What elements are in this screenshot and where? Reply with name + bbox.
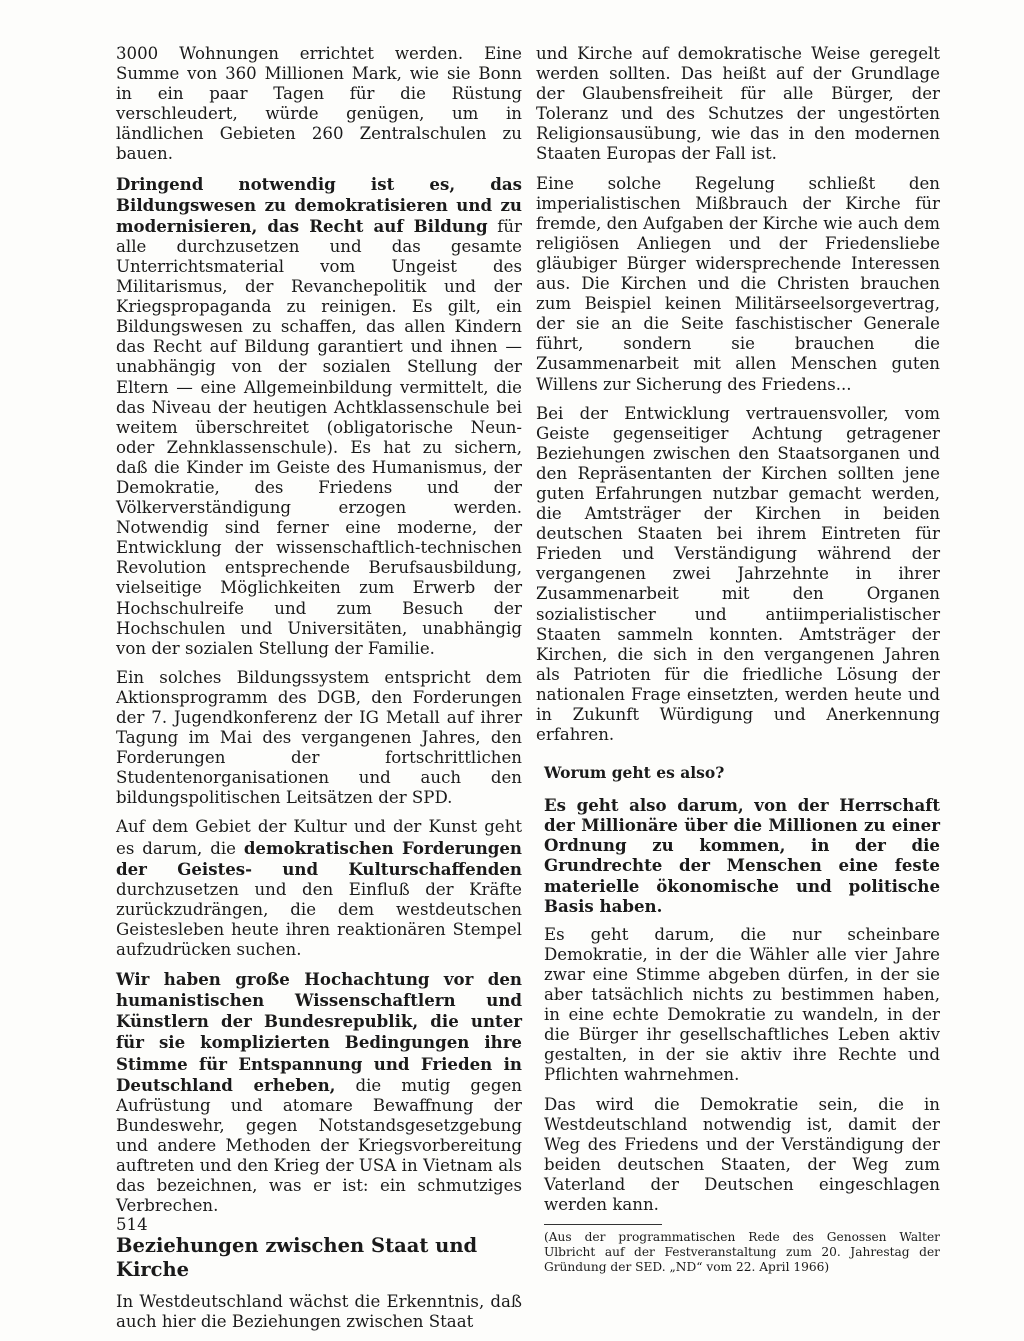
paragraph: 3000 Wohnungen errichtet werden. Eine Summe von 360 Millionen Mark, wie sie Bonn in ein paar Tagen für die Rüstung verschleudert, würde genügen, um in ländlichen Gebieten 260 Zentralschulen zu bauen. — [116, 44, 522, 164]
paragraph — [116, 969, 522, 1216]
section-heading: Beziehungen zwischen Staat und Kirche — [116, 1234, 478, 1282]
paragraph: Es geht darum, die nur scheinbare Demokratie, in der die Wähler alle vier Jahre zwar eine Stimme abgeben dürfen, in der sie aber tatsächlich nichts zu bestimmen haben, in eine echte Demokratie zu wandeln, in der die Bürger ihr gesellschaftliches Leben aktiv gestalten, in der sie aktiv ihre Rechte und Pflichten wahrnehmen. — [544, 924, 940, 1085]
paragraph: Bei der Entwicklung vertrauensvoller, vom Geiste gegenseitiger Achtung getragener Beziehungen zwischen den Staatsorganen und den Repräsentanten der Kirchen sollten jene guten Erfahrungen nutzbar gemacht werden, die Amtsträger der Kirchen in beiden deutschen Staaten bei ihrem Eintreten für Frieden und Verständigung während der vergangenen zwei Jahrzehnte in ihrer Zusammenarbeit mit den Organen sozialistischer und antiimperialistischer Staaten sammeln konnten. Amtsträger der Kirchen, die sich in den vergangenen Jahren als Patrioten für die friedliche Lösung der nationalen Frage einsetzten, werden heute und in Zukunft Würdigung und Anerkennung erfahren. — [536, 403, 940, 745]
paragraph: Ein solches Bildungssystem entspricht dem Aktionsprogramm des DGB, den Forderungen der 7. Jugendkonferenz der IG Metall auf ihrer Tagung im Mai des vergangenen Jahres, den Forderungen der fortschrittlichen Studentenorganisationen und auch den bildungspolitischen Leitsätzen der SPD. — [116, 667, 522, 808]
paragraph — [116, 817, 522, 960]
subsection-heading: Worum geht es also? — [544, 763, 725, 783]
bold-text: Wir haben große Hochachtung vor den humanistischen Wissenschaftlern und Künstlern der Bundesrepublik, die unter für sie komplizierten Bedingungen ihre Stimme für Entspannung und Frieden in Deutschland erheben, — [116, 969, 522, 1095]
paragraph: Das wird die Demokratie sein, die in Westdeutschland notwendig ist, damit der Weg des Friedens und der Verständigung der beiden deutschen Staaten, der Weg zum Vaterland der Deutschen eingeschlagen werden kann. — [544, 1094, 940, 1214]
paragraph — [116, 174, 522, 659]
text: die mutig gegen Aufrüstung und atomare Bewaffnung der Bundeswehr, gegen Notstandsgesetzgebung und andere Methoden der Kriegsvorbereitung auftreten und den Krieg der USA in Vietnam als das bezeichnen, was er ist: ein schmutziges Verbrechen. — [116, 1075, 522, 1216]
text: durchzusetzen und den Einfluß der Kräfte zurückzudrängen, die dem westdeutschen Geistesleben heute ihren reaktionären Stempel aufzudrücken suchen. — [116, 879, 522, 960]
paragraph-bold: Es geht also darum, von der Herrschaft der Millionäre über die Millionen zu einer Ordnung zu kommen, in der die Grundrechte der Menschen eine feste materielle ökonomische und politische Basis haben. — [544, 795, 940, 916]
text: Auf dem Gebiet der Kultur und der Kunst geht es darum, die — [116, 817, 522, 858]
paragraph: Eine solche Regelung schließt den imperialistischen Mißbrauch der Kirche für fremde, den Aufgaben der Kirche wie auch dem religiösen Anliegen und der Friedensliebe gläubiger Bürger widersprechende Interessen aus. Die Kirchen und die Christen brauchen zum Beispiel keinen Militärseelsorgevertrag, der sie an die Seite faschistischer Generale führt, sondern sie brauchen die Zusammenarbeit mit allen Menschen guten Willens zur Sicherung des Friedens... — [536, 173, 940, 394]
source-note: (Aus der programmatischen Rede des Genossen Walter Ulbricht auf der Festveranstaltung zum 20. Jahrestag der Gründung der SED. „ND“ vom 22. April 1966) — [544, 1230, 940, 1275]
divider — [544, 1224, 662, 1225]
page-number: 514 — [116, 1215, 148, 1234]
bold-text: Dringend notwendig ist es, das Bildungswesen zu demokratisieren und zu modernisieren, das Recht auf Bildung — [116, 173, 522, 236]
right-column — [536, 44, 940, 1285]
paragraph: In Westdeutschland wächst die Erkenntnis, daß auch hier die Beziehungen zwischen Staat — [116, 1292, 522, 1332]
text: für alle durchzusetzen und das gesamte Unterrichtsmaterial vom Ungeist des Militarismus, der Revanchepolitik und der Kriegspropaganda zu reinigen. Es gilt, ein Bildungswesen zu schaffen, das allen Kindern das Recht auf Bildung garantiert und ihnen — unabhängig von der sozialen Stellung der Eltern — eine Allgemeinbildung vermittelt, die das Niveau der heutigen Achtklassenschule bei weitem überschreitet (obligatorische Neun- oder Zehnklassenschule). Es hat zu sichern, daß die Kinder im Geiste des Humanismus, der Demokratie, des Friedens und der Völkerverständigung erzogen werden. Notwendig sind ferner eine moderne, der Entwicklung der wissenschaftlich-technischen Revolution entsprechende Berufsausbildung, vielseitige Möglichkeiten zum Erwerb der Hochschulreife und zum Besuch der Hochschulen und Universitäten, unabhängig von der sozialen Stellung der Familie. — [116, 216, 522, 658]
paragraph: und Kirche auf demokratische Weise geregelt werden sollten. Das heißt auf der Grundlage der Glaubensfreiheit für alle Bürger, der Toleranz und des Schutzes der ungestörten Religionsausübung, wie das in den modernen Staaten Europas der Fall ist. — [536, 44, 940, 164]
bold-text: demokratischen Forderungen der Geistes- und Kulturschaffenden — [116, 837, 522, 879]
left-column — [116, 44, 522, 1341]
